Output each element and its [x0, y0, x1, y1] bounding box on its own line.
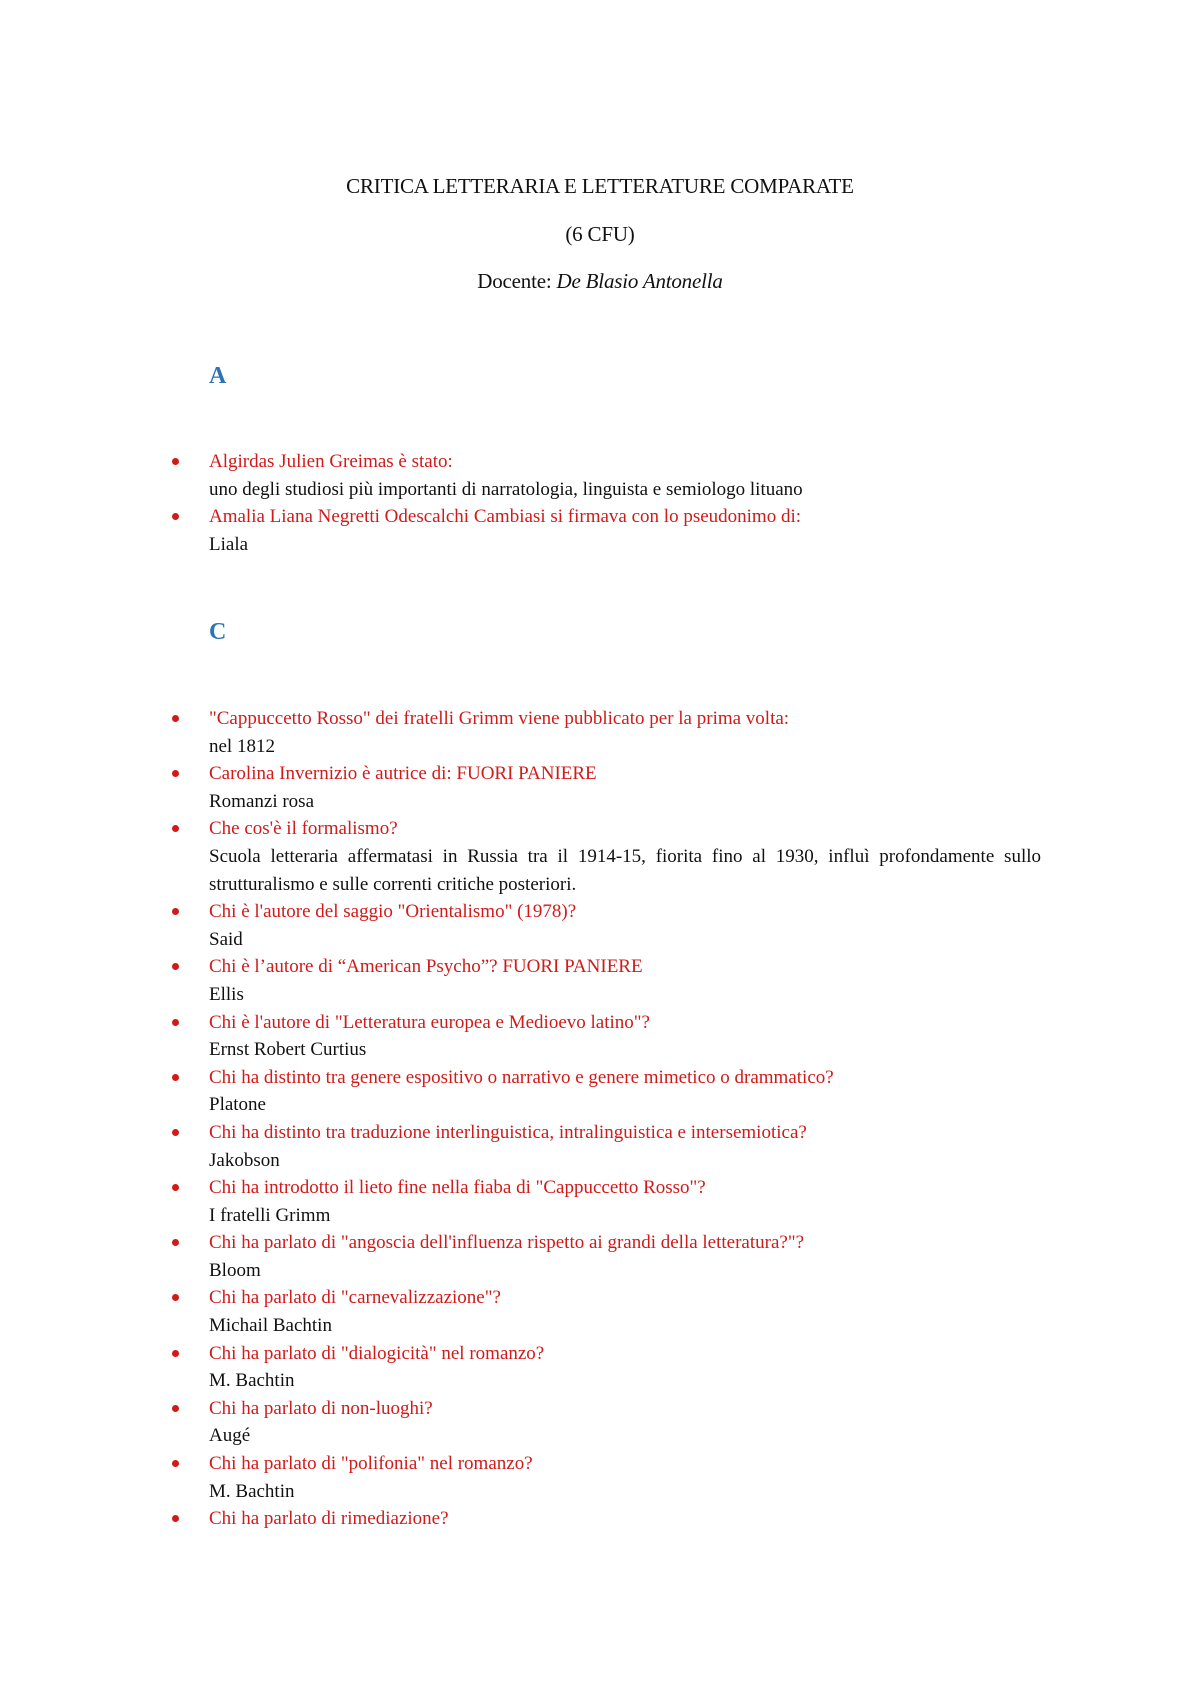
- question-text: Che cos'è il formalismo?: [209, 818, 398, 840]
- bullet-icon: [172, 1019, 179, 1026]
- section-letter-c: C: [209, 619, 227, 645]
- bullet-icon: [172, 1350, 179, 1357]
- question-text: Amalia Liana Negretti Odescalchi Cambiasi si firmava con lo pseudonimo di:: [209, 506, 802, 528]
- list-item: [0, 1174, 1041, 1229]
- list-item: [0, 1229, 1041, 1284]
- list-item: [0, 1340, 1041, 1395]
- section-letter-a: A: [209, 363, 227, 389]
- answer-text: M. Bachtin: [209, 1370, 295, 1392]
- bullet-icon: [172, 908, 179, 915]
- list-item: [0, 1009, 1041, 1064]
- answer-text: Ellis: [209, 983, 244, 1005]
- bullet-icon: [172, 770, 179, 777]
- question-text: Chi è l’autore di “American Psycho”? FUORI PANIERE: [209, 956, 643, 978]
- document-title: CRITICA LETTERARIA E LETTERATURE COMPARATE: [346, 174, 854, 198]
- bullet-icon: [172, 1460, 179, 1467]
- answer-text: Augé: [209, 1425, 251, 1447]
- answer-text: Said: [209, 928, 243, 950]
- list-item: [0, 448, 1041, 503]
- bullet-icon: [172, 1239, 179, 1246]
- answer-text: Platone: [209, 1094, 266, 1116]
- answer-text: Ernst Robert Curtius: [209, 1039, 367, 1061]
- answer-text: M. Bachtin: [209, 1480, 295, 1502]
- bullet-icon: [172, 1515, 179, 1522]
- teacher-name: De Blasio Antonella: [556, 269, 723, 293]
- question-text: Chi è l'autore del saggio "Orientalismo" (1978)?: [209, 901, 577, 923]
- credits-subtitle: (6 CFU): [565, 222, 635, 246]
- question-text: Carolina Invernizio è autrice di: FUORI PANIERE: [209, 763, 597, 785]
- bullet-icon: [172, 1129, 179, 1136]
- list-item: [0, 705, 1041, 760]
- list-item: [0, 815, 1041, 898]
- answer-text: Michail Bachtin: [209, 1315, 332, 1337]
- question-text: Chi ha parlato di "carnevalizzazione"?: [209, 1287, 501, 1309]
- list-item: [0, 503, 1041, 558]
- bullet-icon: [172, 963, 179, 970]
- question-text: Chi ha introdotto il lieto fine nella fiaba di "Cappuccetto Rosso"?: [209, 1177, 706, 1199]
- question-text: Chi è l'autore di "Letteratura europea e Medioevo latino"?: [209, 1011, 650, 1033]
- question-text: Algirdas Julien Greimas è stato:: [209, 451, 453, 472]
- list-item: [0, 1505, 1041, 1533]
- section-a-list: [0, 448, 1200, 558]
- section-c-list: [0, 705, 1200, 1533]
- question-text: Chi ha parlato di non-luoghi?: [209, 1397, 433, 1419]
- bullet-icon: [172, 458, 179, 465]
- bullet-icon: [172, 715, 179, 722]
- list-item: [0, 1395, 1041, 1450]
- question-text: Chi ha parlato di "polifonia" nel romanzo?: [209, 1453, 533, 1475]
- bullet-icon: [172, 1405, 179, 1412]
- question-text: Chi ha parlato di "angoscia dell'influenza rispetto ai grandi della letteratura?"?: [209, 1232, 805, 1254]
- list-item: [0, 1284, 1041, 1339]
- answer-text: Bloom: [209, 1259, 261, 1281]
- list-item: [0, 898, 1041, 953]
- list-item: [0, 760, 1041, 815]
- answer-text: nel 1812: [209, 735, 275, 757]
- answer-text: Scuola letteraria affermatasi in Russia tra il 1914-15, fiorita fino al 1930, influì profondamente sullo strutturalismo e sulle correnti critiche posteriori.: [209, 845, 1041, 895]
- bullet-icon: [172, 825, 179, 832]
- question-text: Chi ha distinto tra genere espositivo o narrativo e genere mimetico o drammatico?: [209, 1066, 834, 1088]
- question-text: Chi ha parlato di "dialogicità" nel romanzo?: [209, 1342, 545, 1364]
- question-text: Chi ha parlato di rimediazione?: [209, 1508, 449, 1530]
- bullet-icon: [172, 513, 179, 520]
- list-item: [0, 1064, 1041, 1119]
- bullet-icon: [172, 1074, 179, 1081]
- answer-text: I fratelli Grimm: [209, 1204, 331, 1226]
- list-item: [0, 1450, 1041, 1505]
- answer-text: uno degli studiosi più importanti di narratologia, linguista e semiologo lituano: [209, 478, 803, 500]
- question-text: Chi ha distinto tra traduzione interlinguistica, intralinguistica e intersemiotica?: [209, 1121, 807, 1143]
- list-item: [0, 1119, 1041, 1174]
- teacher-line: [0, 268, 1200, 294]
- teacher-label: Docente:: [477, 269, 557, 293]
- question-text: "Cappuccetto Rosso" dei fratelli Grimm viene pubblicato per la prima volta:: [209, 708, 790, 729]
- answer-text: Romanzi rosa: [209, 790, 315, 812]
- bullet-icon: [172, 1294, 179, 1301]
- bullet-icon: [172, 1184, 179, 1191]
- answer-text: Jakobson: [209, 1149, 280, 1171]
- answer-text: Liala: [209, 533, 249, 555]
- list-item: [0, 953, 1041, 1008]
